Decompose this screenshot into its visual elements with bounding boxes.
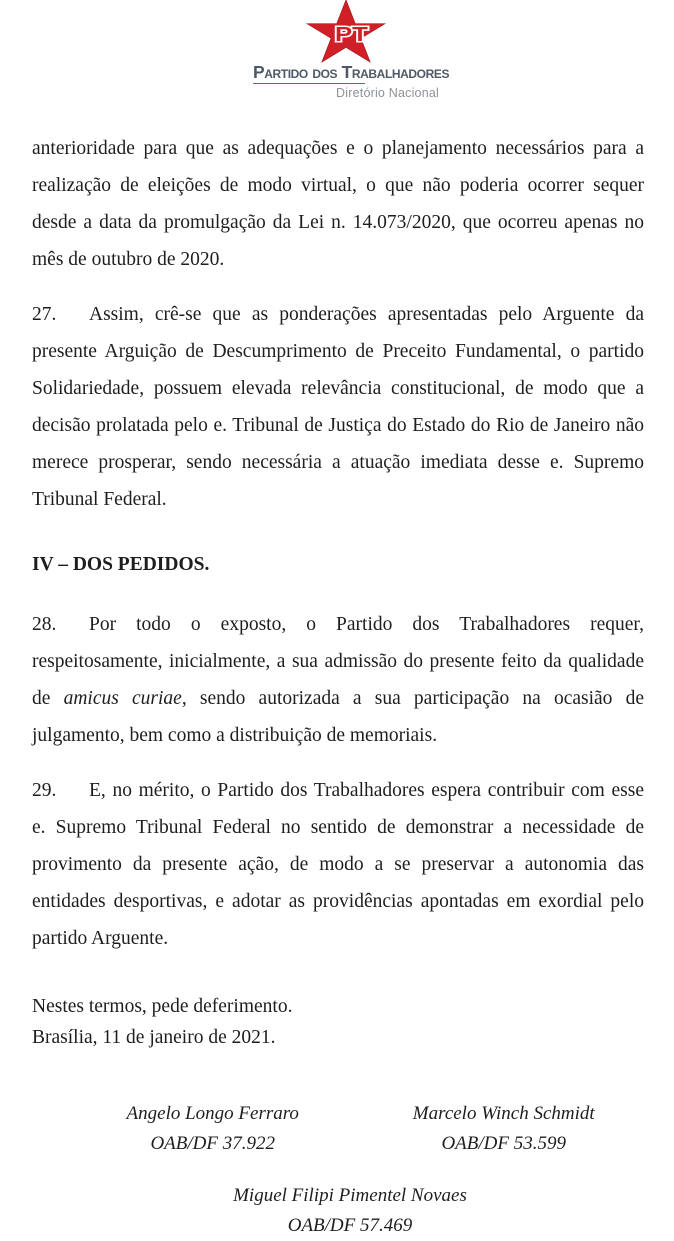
paragraph-28-text-before: Por todo o exposto, o Partido dos Trabalhadores requer, respeitosamente, inicialmente, a sua admissão do presente feito da qualidade de (32, 614, 644, 709)
signer-oab: OAB/DF 53.599 (441, 1133, 566, 1154)
signer-name: Miguel Filipi Pimentel Novaes (233, 1185, 467, 1206)
closing-block (32, 991, 644, 1053)
paragraph-27-text: Assim, crê-se que as ponderações apresentadas pelo Arguente da presente Arguição de Descumprimento de Preceito Fundamental, o partido Solidariedade, possuem elevada relevância constitucional, de modo que a decisão prolatada pelo e. Tribunal de Justiça do Estado do Rio de Janeiro não merece prosperar, sendo necessária a atuação imediata desse e. Supremo Tribunal Federal. (32, 304, 644, 510)
signature-block-2 (363, 1099, 644, 1159)
paragraph-29 (32, 772, 644, 957)
paragraph-28-number: 28. (32, 614, 57, 635)
letterhead-underline (253, 83, 365, 84)
signer-name: Marcelo Winch Schmidt (412, 1103, 595, 1124)
closing-line-date: Brasília, 11 de janeiro de 2021. (32, 1027, 276, 1048)
paragraph-29-number: 29. (32, 780, 57, 801)
document-body (0, 130, 674, 1241)
section-heading-pedidos: IV – DOS PEDIDOS. (32, 554, 210, 575)
letterhead (253, 0, 450, 100)
signer-oab: OAB/DF 37.922 (150, 1133, 275, 1154)
signer-name: Angelo Longo Ferraro (126, 1103, 299, 1124)
paragraph-27-number: 27. (32, 304, 57, 325)
signature-block-1 (77, 1099, 348, 1159)
closing-line-deferimento: Nestes termos, pede deferimento. (32, 996, 293, 1017)
paragraph-27 (32, 296, 644, 518)
party-name: Partido dos Trabalhadores (253, 62, 450, 82)
paragraph-28-text-after: , sendo autorizada a sua participação na ocasião de julgamento, bem como a distribuição de memoriais. (32, 688, 645, 746)
signer-oab: OAB/DF 57.469 (287, 1215, 413, 1236)
paragraph-28 (32, 606, 644, 754)
red-star-icon (307, 0, 385, 62)
org-unit-label: Diretório Nacional (336, 86, 439, 100)
pt-star-logo (253, 0, 439, 62)
signature-row (32, 1099, 644, 1159)
paragraph-continuation: anterioridade para que as adequações e o planejamento necessários para a realização de eleições de modo virtual, o que não poderia ocorrer sequer desde a data da promulgação da Lei n. 14.073/2020, que ocorreu apenas no mês de outubro de 2020. (32, 138, 644, 270)
signature-block-3 (44, 1181, 656, 1241)
paragraph-28-italic-term: amicus curiae (63, 688, 182, 709)
pt-logo-text: PT (335, 22, 368, 46)
paragraph-29-text: E, no mérito, o Partido dos Trabalhadores espera contribuir com esse e. Supremo Tribunal Federal no sentido de demonstrar a necessidade de provimento da presente ação, de modo a se preservar a autonomia das entidades desportivas, e adotar as providências apontadas em exordial pelo partido Arguente. (32, 780, 644, 949)
